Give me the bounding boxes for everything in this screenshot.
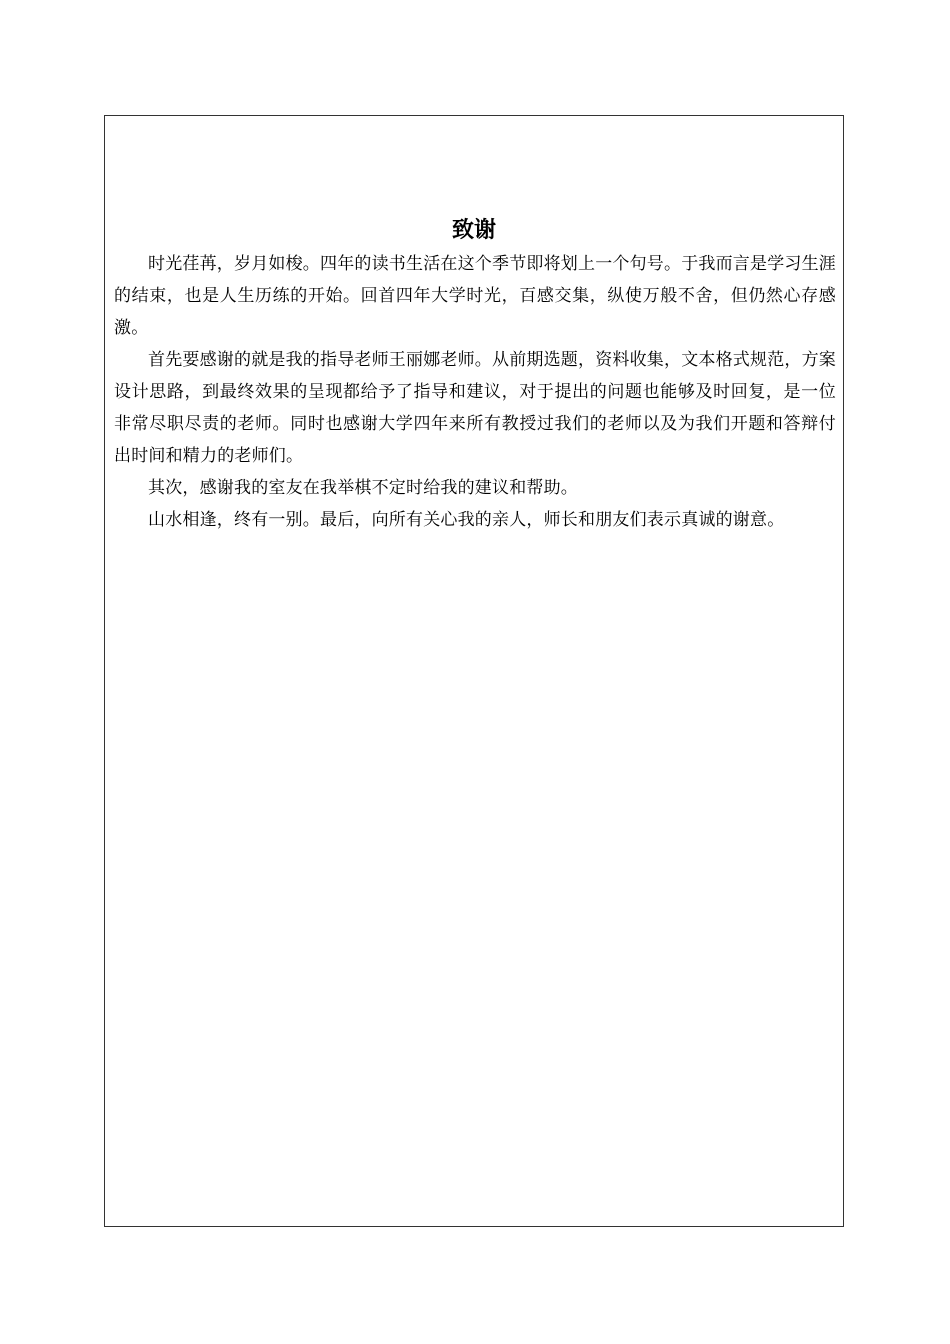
paragraph-3: 其次，感谢我的室友在我举棋不定时给我的建议和帮助。 (148, 478, 578, 498)
paragraph-2: 首先要感谢的就是我的指导老师王丽娜老师。从前期选题，资料收集，文本格式规范，方案设计思路，到最终效果的呈现都给予了指导和建议，对于提出的问题也能够及时回复，是一位非常尽职尽责的老师。同时也感谢大学四年来所有教授过我们的老师以及为我们开题和答辩付出时间和精力的老师们。 (114, 350, 836, 466)
acknowledgement-body (114, 248, 836, 536)
page-title: 致谢 (451, 218, 496, 243)
paragraph-1: 时光荏苒，岁月如梭。四年的读书生活在这个季节即将划上一个句号。于我而言是学习生涯的结束，也是人生历练的开始。回首四年大学时光，百感交集，纵使万般不舍，但仍然心存感激。 (114, 254, 836, 338)
paragraph-4: 山水相逢，终有一别。最后，向所有关心我的亲人，师长和朋友们表示真诚的谢意。 (148, 510, 785, 530)
page-frame (104, 115, 844, 1227)
